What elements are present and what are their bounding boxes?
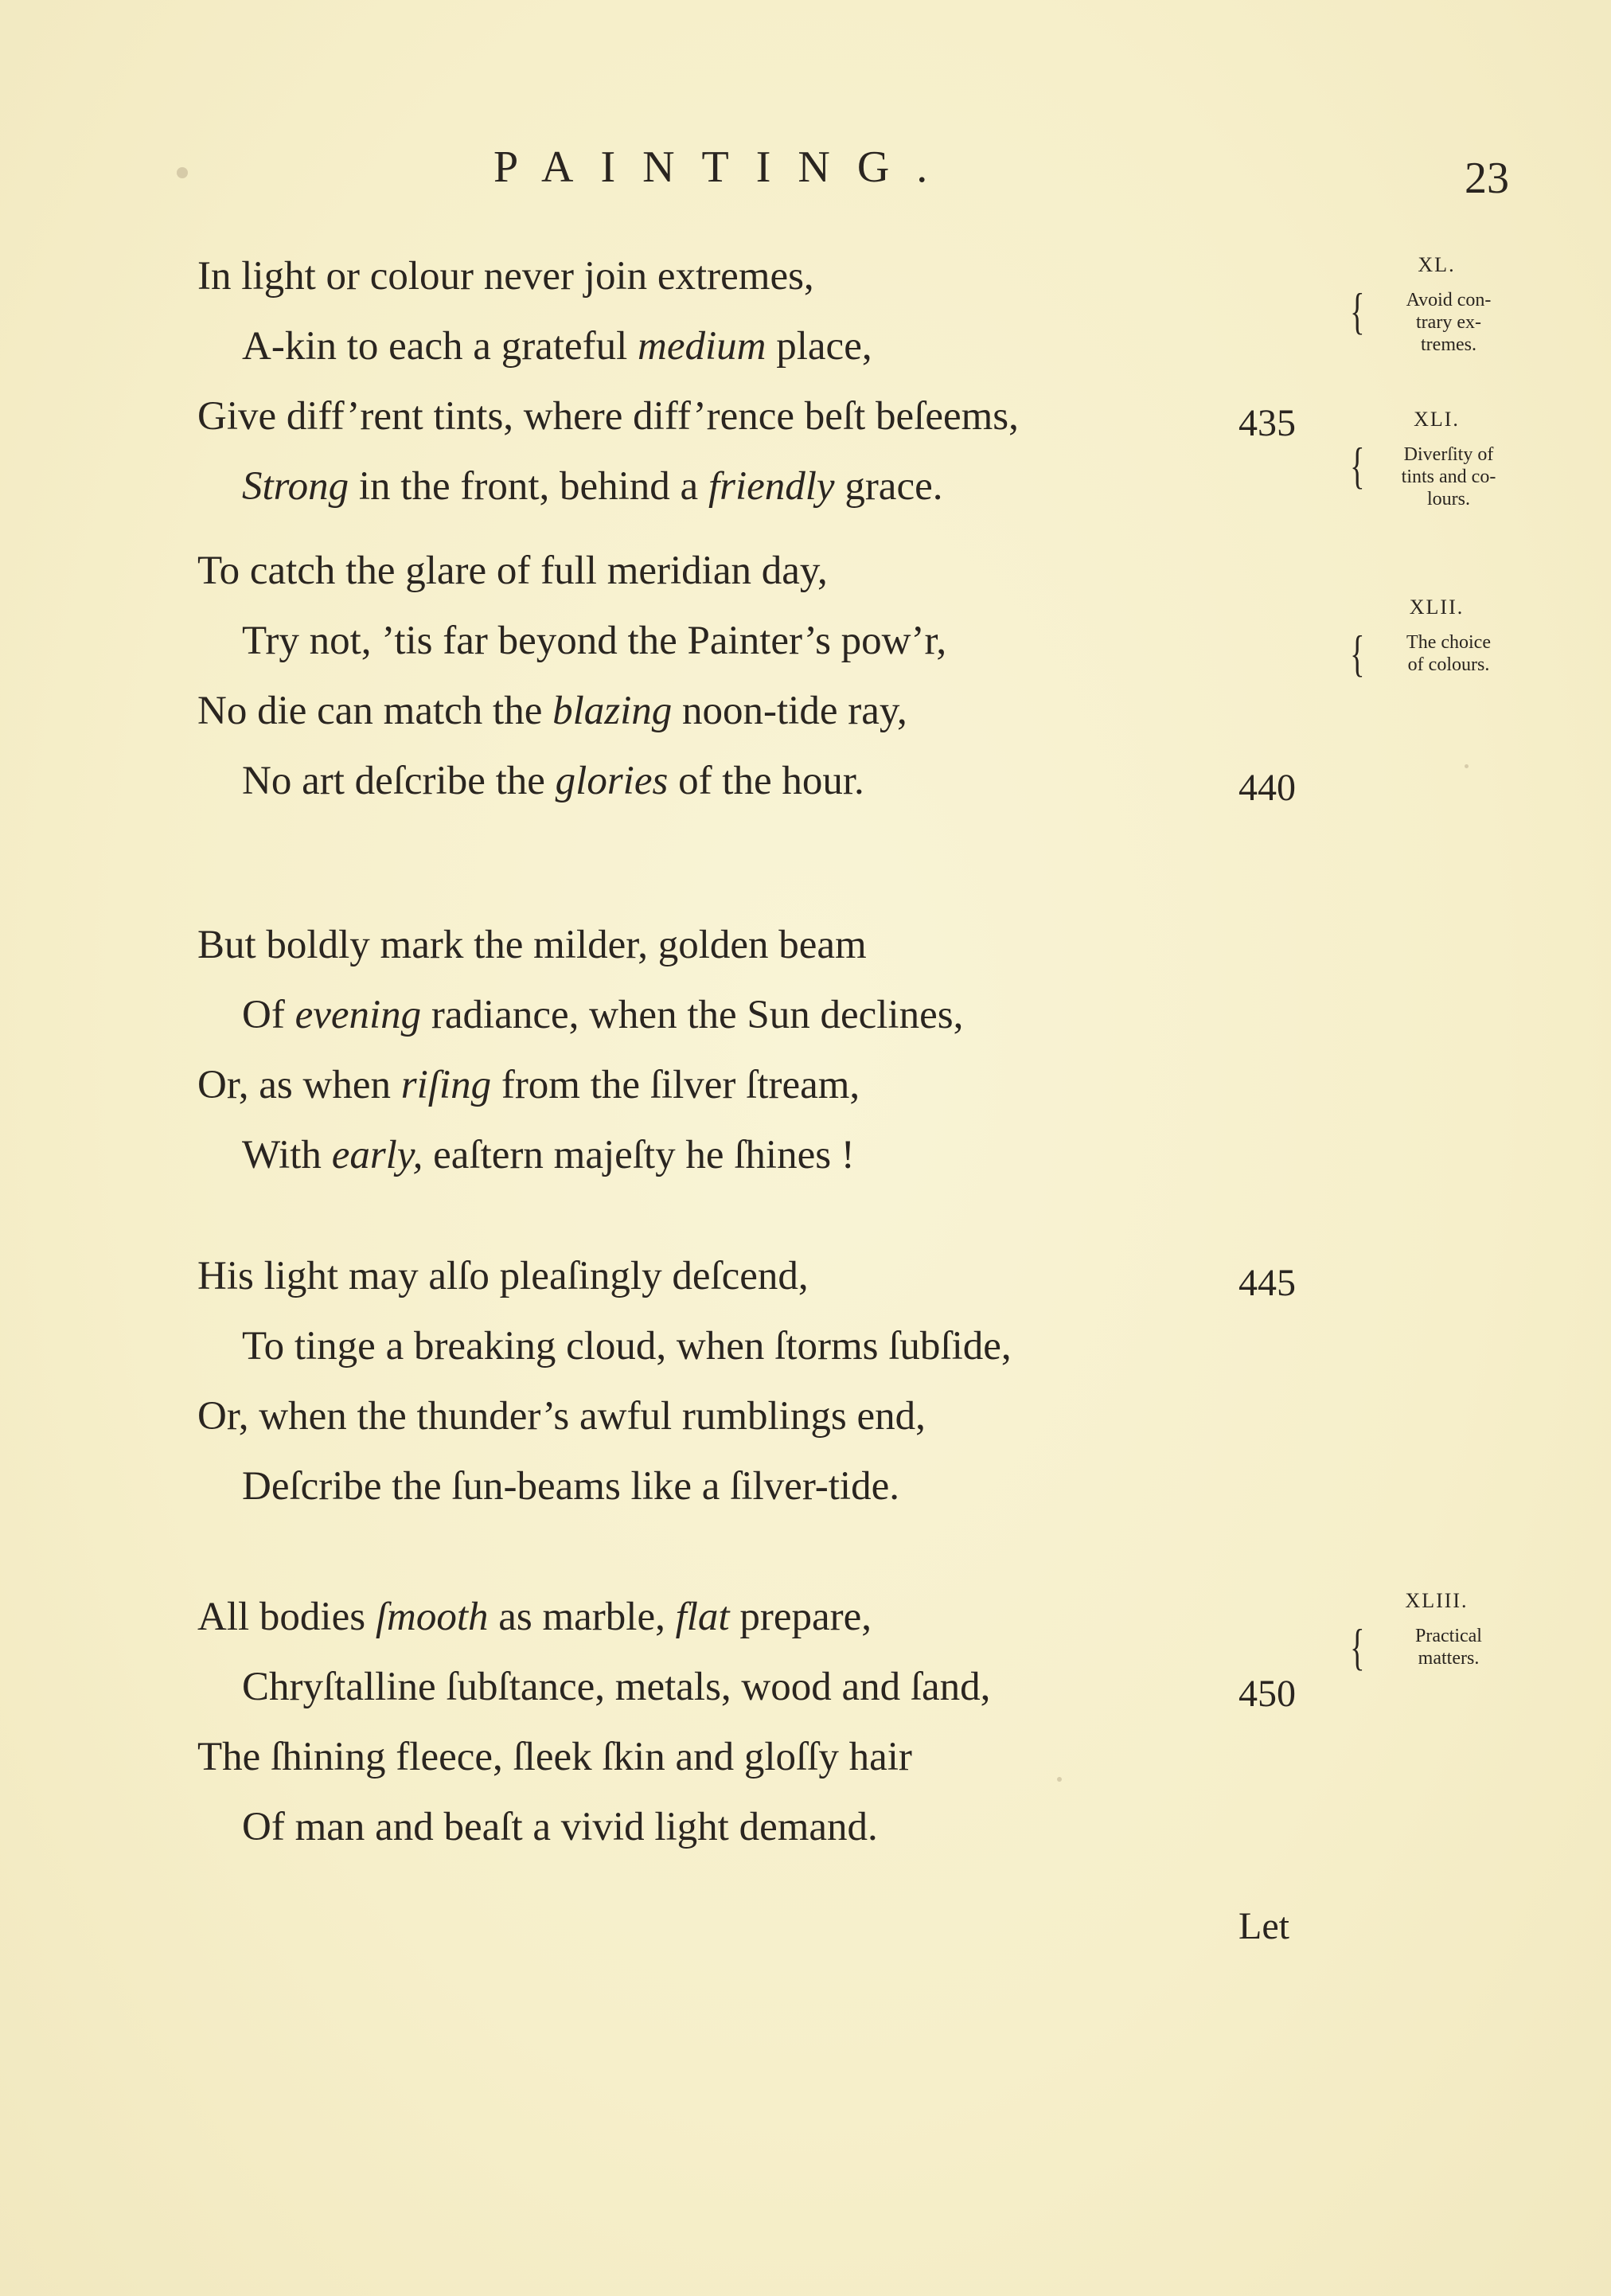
verse-line	[242, 1135, 855, 1176]
marginal-note-text: Practical	[1415, 1625, 1482, 1646]
marginal-note-text: of colours.	[1407, 654, 1490, 675]
verse-text: The ſhining fleece, ſleek ſkin and gloſſy hair	[197, 1735, 912, 1779]
italic-word: ſmooth	[375, 1595, 489, 1639]
brace-icon: {	[1350, 436, 1365, 494]
verse-text: of the hour.	[668, 759, 864, 803]
marginal-note-body	[1345, 1618, 1528, 1675]
verse-text: To tinge a breaking cloud, when ſtorms ſubſide,	[242, 1324, 1012, 1369]
verse-text: from the ſilver ſtream,	[491, 1063, 860, 1107]
verse-line	[242, 995, 963, 1036]
marginal-roman-numeral: XLI.	[1414, 408, 1460, 431]
verse-text: eaſtern majeſty he ſhines !	[423, 1133, 855, 1177]
verse-line	[197, 1737, 912, 1778]
italic-word: medium	[638, 324, 766, 369]
verse-text: noon-tide ray,	[672, 689, 907, 733]
italic-word: early,	[331, 1133, 423, 1177]
marginal-note-text: lours.	[1427, 489, 1470, 510]
italic-word: glories	[555, 759, 669, 803]
verse-line	[197, 1396, 926, 1437]
brace-icon: {	[1350, 624, 1365, 681]
brace-icon: {	[1350, 282, 1365, 339]
marginal-note-text: matters.	[1418, 1647, 1480, 1669]
verse-text: But boldly mark the milder, golden beam	[197, 923, 867, 967]
marginal-roman-numeral: XLIII.	[1405, 1589, 1469, 1612]
verse-text: With	[242, 1133, 332, 1177]
page-number: 23	[1465, 154, 1509, 203]
marginal-note-text: tremes.	[1421, 334, 1476, 356]
marginal-roman-numeral: XLII.	[1409, 595, 1465, 619]
italic-word: blazing	[552, 689, 673, 733]
verse-text: as marble,	[488, 1595, 676, 1639]
paper-speck	[1465, 764, 1469, 768]
verse-text: Chryſtalline ſubſtance, metals, wood and ſand,	[242, 1665, 991, 1709]
italic-word: Strong	[242, 464, 349, 509]
verse-line	[197, 691, 907, 732]
verse-text: prepare,	[729, 1595, 872, 1639]
italic-word: flat	[675, 1595, 730, 1639]
running-title: PAINTING.	[493, 143, 955, 192]
verse-line	[242, 326, 872, 367]
marginal-note-text: The choice	[1406, 631, 1491, 653]
marginal-note	[1345, 595, 1528, 681]
verse-line	[242, 1667, 990, 1708]
verse-text: No art deſcribe the	[242, 759, 556, 803]
line-number: 435	[1238, 402, 1296, 444]
verse-text: Of man and beaſt a vivid light demand.	[242, 1805, 878, 1849]
marginal-note-text: trary ex-	[1416, 311, 1481, 333]
verse-line	[242, 1466, 899, 1507]
verse-text: A-kin to each a grateful	[242, 324, 638, 369]
line-number: 445	[1238, 1262, 1296, 1304]
verse-line	[197, 1065, 860, 1106]
marginal-note-text: Diverſity of	[1403, 443, 1494, 465]
italic-word: evening	[295, 993, 422, 1037]
verse-text: To catch the glare of full meridian day,	[197, 549, 828, 593]
paper-speck	[177, 167, 188, 178]
italic-word: riſing	[400, 1063, 492, 1107]
verse-text: place,	[766, 324, 872, 369]
marginal-note	[1345, 253, 1528, 357]
verse-text: Of	[242, 993, 295, 1037]
verse-text: Or, when the thunder’s awful rumblings end,	[197, 1394, 926, 1439]
line-number: 450	[1238, 1673, 1296, 1715]
verse-text: Try not, ’tis far beyond the Painter’s pow’r,	[242, 619, 947, 663]
verse-line	[242, 621, 946, 662]
verse-text: Deſcribe the ſun-beams like a ſilver-tide.	[242, 1464, 899, 1509]
verse-text: in the front, behind a	[349, 464, 708, 509]
verse-line	[242, 464, 943, 509]
verse-line	[197, 925, 867, 966]
verse-line	[197, 396, 1019, 437]
verse-text: All bodies	[197, 1595, 376, 1639]
line-number: 440	[1238, 767, 1296, 809]
verse-text: Or, as when	[197, 1063, 401, 1107]
marginal-note-body	[1345, 282, 1528, 357]
paper-speck	[1057, 1777, 1062, 1782]
verse-line	[197, 551, 828, 592]
marginal-note	[1345, 408, 1528, 511]
marginal-note-text: Avoid con-	[1406, 289, 1492, 310]
verse-line	[242, 1807, 878, 1848]
verse-line	[197, 256, 814, 297]
marginal-note-body	[1345, 624, 1528, 681]
verse-text: In light or colour never join extremes,	[197, 254, 814, 299]
verse-text: His light may alſo pleaſingly deſcend,	[197, 1254, 809, 1298]
brace-icon: {	[1350, 1618, 1365, 1675]
verse-line	[197, 1597, 872, 1638]
verse-text: radiance, when the Sun declines,	[421, 993, 964, 1037]
catchword: Let	[1238, 1905, 1289, 1947]
verse-line	[197, 1256, 809, 1297]
marginal-roman-numeral: XL.	[1418, 253, 1456, 276]
verse-text: No die can match the	[197, 689, 553, 733]
italic-word: friendly	[708, 464, 835, 509]
verse-text: grace.	[834, 464, 943, 509]
verse-text: Give diff’rent tints, where diff’rence beſt beſeems,	[197, 394, 1019, 439]
verse-line	[242, 761, 864, 802]
marginal-note-text: tints and co-	[1401, 466, 1496, 487]
marginal-note	[1345, 1589, 1528, 1675]
verse-line	[242, 1326, 1012, 1367]
marginal-note-body	[1345, 436, 1528, 511]
